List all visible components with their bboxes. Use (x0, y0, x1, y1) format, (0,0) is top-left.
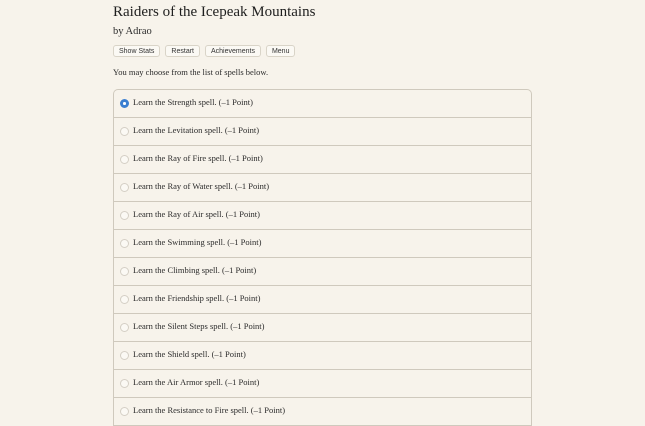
radio-button[interactable] (120, 295, 129, 304)
game-title: Raiders of the Icepeak Mountains (113, 4, 316, 20)
choice-option[interactable] (114, 174, 531, 202)
radio-button[interactable] (120, 323, 129, 332)
choice-prompt: You may choose from the list of spells below. (113, 67, 269, 77)
menu-button[interactable]: Menu (266, 45, 296, 57)
radio-button[interactable] (120, 211, 129, 220)
choice-label: Learn the Levitation spell. (–1 Point) (133, 125, 260, 135)
choice-list (113, 89, 532, 426)
radio-button[interactable] (120, 127, 129, 136)
choice-option[interactable] (114, 286, 531, 314)
choice-label: Learn the Ray of Fire spell. (–1 Point) (133, 153, 263, 163)
choice-option[interactable] (114, 118, 531, 146)
choice-label: Learn the Silent Steps spell. (–1 Point) (133, 321, 265, 331)
choice-label: Learn the Resistance to Fire spell. (–1 Point) (133, 405, 286, 415)
choice-option[interactable] (114, 230, 531, 258)
radio-button[interactable] (120, 239, 129, 248)
achievements-button[interactable]: Achievements (205, 45, 261, 57)
radio-button[interactable] (120, 379, 129, 388)
show-stats-button[interactable]: Show Stats (113, 45, 160, 57)
game-author: by Adrao (113, 26, 152, 37)
radio-button[interactable] (120, 155, 129, 164)
choice-label: Learn the Friendship spell. (–1 Point) (133, 293, 261, 303)
radio-button[interactable] (120, 183, 129, 192)
radio-button[interactable] (120, 407, 129, 416)
choice-label: Learn the Swimming spell. (–1 Point) (133, 237, 262, 247)
choice-label: Learn the Ray of Air spell. (–1 Point) (133, 209, 261, 219)
choice-option[interactable] (114, 202, 531, 230)
choice-option[interactable] (114, 370, 531, 398)
choice-label: Learn the Shield spell. (–1 Point) (133, 349, 246, 359)
toolbar (113, 45, 295, 59)
choice-option[interactable] (114, 342, 531, 370)
radio-button[interactable] (120, 267, 129, 276)
choice-label: Learn the Strength spell. (–1 Point) (133, 97, 253, 107)
choice-label: Learn the Air Armor spell. (–1 Point) (133, 377, 260, 387)
choice-option[interactable] (114, 90, 531, 118)
choice-label: Learn the Ray of Water spell. (–1 Point) (133, 181, 270, 191)
choice-label: Learn the Climbing spell. (–1 Point) (133, 265, 257, 275)
choice-option[interactable] (114, 398, 531, 426)
restart-button[interactable]: Restart (165, 45, 200, 57)
choice-option[interactable] (114, 146, 531, 174)
choice-option[interactable] (114, 314, 531, 342)
radio-button[interactable] (120, 351, 129, 360)
radio-button[interactable] (120, 99, 129, 108)
choice-option[interactable] (114, 258, 531, 286)
